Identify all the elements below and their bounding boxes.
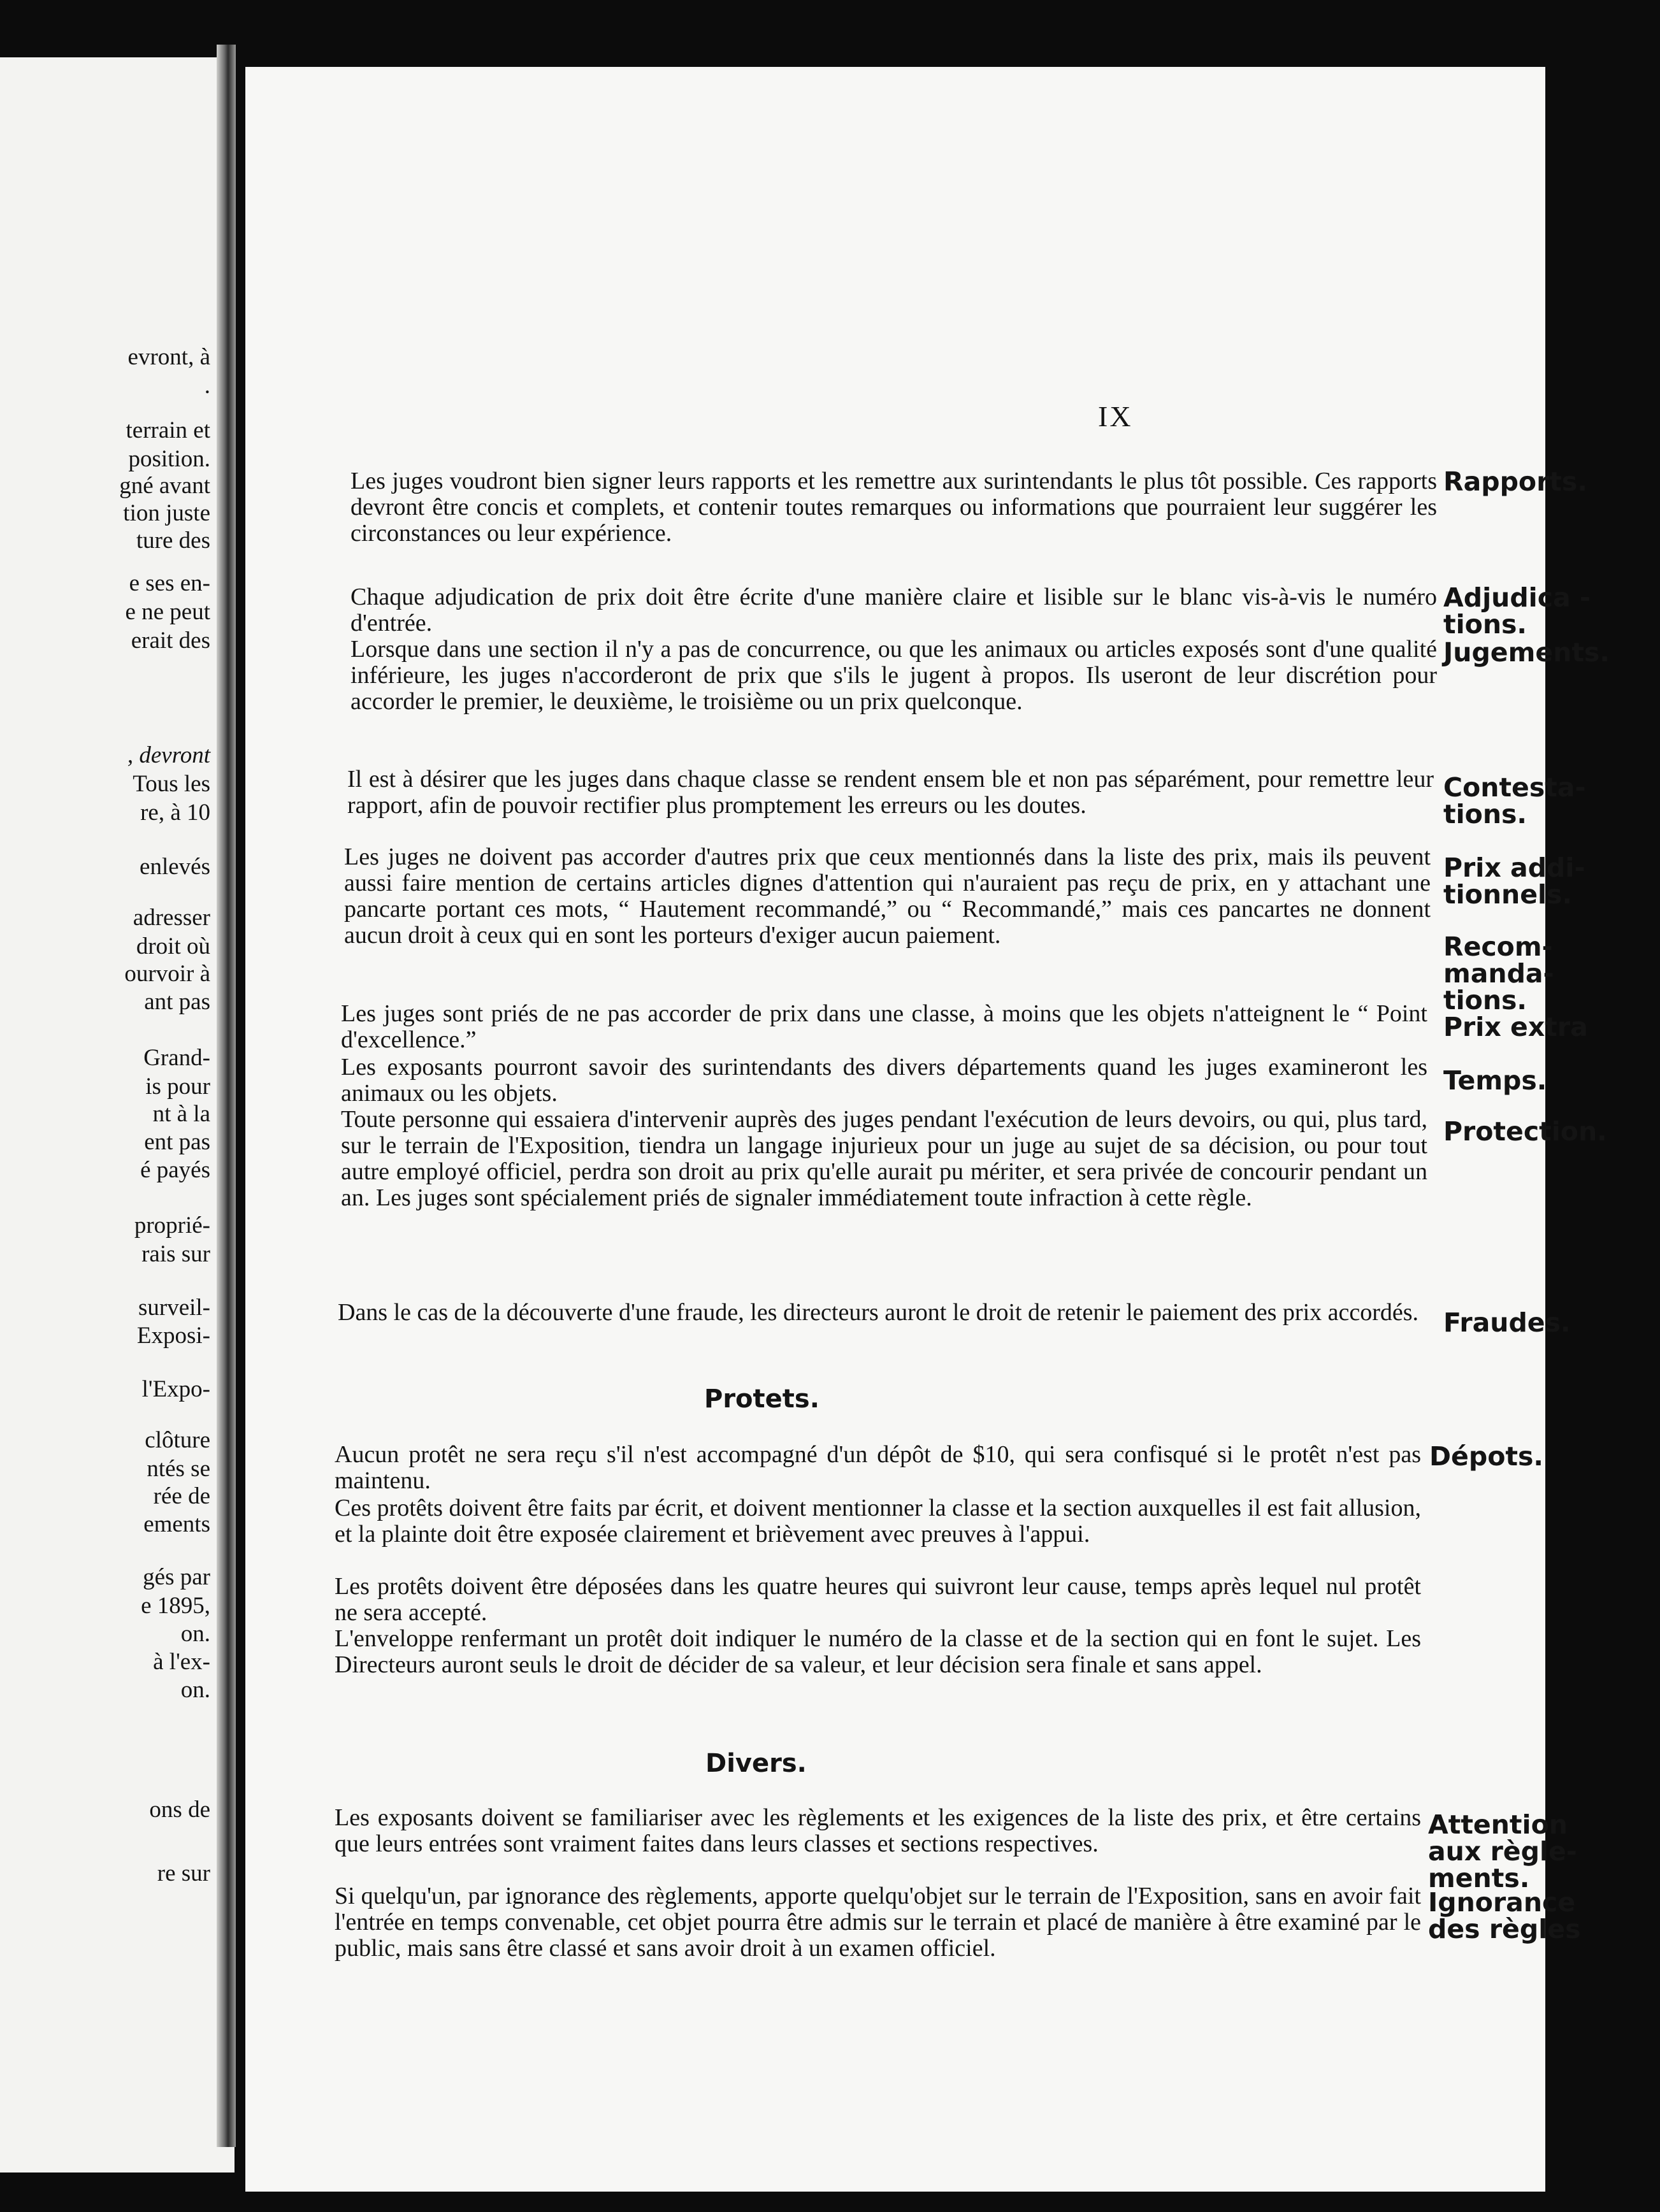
paragraph-fraudes: Dans le cas de la découverte d'une fraude, les directeurs auront le droit de retenir le paiement des prix accordés.	[338, 1299, 1419, 1326]
left-page-text-fragment: gné avant	[119, 473, 210, 499]
left-page-text-fragment: ements	[143, 1511, 210, 1537]
left-page-text-fragment: à l'ex-	[153, 1649, 210, 1675]
main-page	[245, 67, 1610, 2192]
paragraph-depots: Aucun protêt ne sera reçu s'il n'est accompagné d'un dépôt de $10, qui sera confisqué si le protêt n'est pas maintenu.	[335, 1441, 1421, 1494]
sidenote-ignorance: Ignorance des règles	[1428, 1887, 1581, 1944]
book-gutter	[217, 45, 236, 2147]
left-page-text-fragment: ons de	[149, 1797, 210, 1823]
left-page-text-fragment: l'Expo-	[141, 1376, 210, 1402]
left-page-text-fragment: .	[204, 373, 210, 399]
sidenote-attention: Attention aux règle- ments.	[1428, 1809, 1577, 1893]
left-page-text-fragment: proprié-	[134, 1212, 210, 1239]
paragraph-protection: Toute personne qui essaiera d'intervenir auprès des juges pendant l'exécution de leurs devoirs, ou qui, plus tard, sur le terrain de l'Exposition, tiendra un langage injurieux pour un juge au sujet de sa décision, ou pour tout autre employé officiel, perdra son droit au prix qu'elle aurait pu mériter, et sera privée de concourir pendant un an. Les juges sont spécialement priés de signaler immédiatement toute infraction à cette règle.	[341, 1106, 1427, 1211]
left-page-text-fragment: e 1895,	[141, 1593, 210, 1619]
left-page-text-fragment: tion juste	[123, 500, 210, 526]
left-page-text-fragment: Tous les	[133, 771, 210, 797]
left-page-text-fragment: position.	[128, 446, 210, 472]
left-page-text-fragment: rée de	[153, 1483, 210, 1509]
left-page-text-fragment: terrain et	[126, 417, 210, 443]
left-page-text-fragment: ent pas	[144, 1129, 210, 1155]
left-page-text-fragment: e ne peut	[125, 599, 210, 625]
left-page-text-fragment: e ses en-	[129, 570, 210, 596]
left-page-text-fragment: on.	[180, 1677, 210, 1703]
left-page-text-fragment: on.	[180, 1621, 210, 1647]
left-page-text-fragment: droit où	[136, 933, 210, 959]
paragraph-rapports: Les juges voudront bien signer leurs rapports et les remettre aux surintendants le plus tôt possible. Ces rapports devront être concis et complets, et contenir toutes remarques ou informations que pourraient leur suggérer les circonstances ou leur expérience.	[350, 468, 1437, 547]
left-page-text-fragment: é payés	[140, 1157, 210, 1183]
left-page-text-fragment: is pour	[145, 1074, 210, 1100]
sidenote-prix-extra: Prix extra	[1443, 1012, 1588, 1042]
sidenote-depots: Dépots.	[1429, 1441, 1543, 1472]
left-page-text-fragment: surveil-	[138, 1295, 210, 1321]
paragraph-prix-extra: Les juges sont priés de ne pas accorder de prix dans une classe, à moins que les objets n'atteignent le “ Point d'excellence.”	[341, 1000, 1427, 1053]
left-page-text-fragment: , devront	[127, 742, 210, 768]
left-page-text-fragment: ourvoir à	[124, 961, 210, 987]
left-page-text-fragment: Exposi-	[136, 1323, 210, 1349]
sidenote-rapports: Rapports.	[1443, 466, 1587, 497]
sidenote-contestations: Contesta- tions.	[1443, 772, 1586, 830]
left-page-text-fragment: gés par	[143, 1564, 210, 1590]
sidenote-jugements: Jugements.	[1443, 637, 1610, 668]
paragraph-contestations: Il est à désirer que les juges dans chaque classe se rendent ensem ble et non pas séparément, pour remettre leur rapport, afin de pouvoir rectifier plus promptement les erreurs ou les doutes.	[347, 766, 1434, 819]
left-page-text-fragment: clôture	[145, 1427, 210, 1453]
paragraph-ignorance: Si quelqu'un, par ignorance des règlements, apporte quelqu'objet sur le terrain de l'Exposition, sans en avoir fait l'entrée en temps convenable, cet objet pourra être admis sur le terrain et placé de manière à être examiné par le public, mais sans être classé et sans avoir droit à un examen officiel.	[335, 1883, 1421, 1962]
paragraph-protets-ecrit: Ces protêts doivent être faits par écrit, et doivent mentionner la classe et la section auxquelles il est fait allusion, et la plainte doit être exposée clairement et brièvement avec preuves à l'appui.	[335, 1495, 1421, 1548]
left-page-text-fragment: adresser	[133, 905, 210, 931]
sidenote-recommandations: Recom- manda- tions.	[1443, 931, 1554, 1016]
left-page-text-fragment: rais sur	[141, 1241, 210, 1267]
heading-protets: Protets.	[704, 1384, 819, 1414]
left-page-text-fragment: ant pas	[144, 989, 210, 1015]
left-page-text-fragment: erait des	[131, 628, 210, 654]
heading-divers: Divers.	[705, 1749, 807, 1778]
sidenote-prix-additionnels: Prix addi- tionnels.	[1443, 852, 1585, 910]
paragraph-jugements: Lorsque dans une section il n'y a pas de concurrence, ou que les animaux ou articles exposés sont d'une qualité inférieure, les juges n'accorderont de prix que s'ils le jugent à propos. Ils useront de leur discrétion pour accorder le premier, le deuxième, le troisième ou un prix quelconque.	[350, 636, 1437, 715]
left-page-text-fragment: enlevés	[140, 854, 210, 880]
paragraph-temps: Les exposants pourront savoir des surintendants des divers départements quand les juges examineront les animaux ou les objets.	[341, 1054, 1427, 1107]
left-page-fragment	[0, 57, 235, 2172]
left-page-text-fragment: re sur	[157, 1860, 210, 1886]
left-page-text-fragment: evront, à	[127, 344, 210, 370]
sidenote-temps: Temps.	[1443, 1065, 1547, 1096]
sidenote-protection: Protection.	[1443, 1116, 1607, 1147]
paragraph-adjudications: Chaque adjudication de prix doit être écrite d'une manière claire et lisible sur le blanc vis-à-vis le numéro d'entrée.	[350, 584, 1437, 636]
paragraph-prix-additionnels: Les juges ne doivent pas accorder d'autres prix que ceux mentionnés dans la liste des prix, mais ils peuvent aussi faire mention de certains articles dignes d'attention qui n'auraient pas reçu de prix, en y attachant une pancarte portant ces mots, “ Hautement recommandé,” ou “ Recommandé,” mais ces pancartes ne donnent aucun droit à ceux qui en sont les porteurs d'exiger aucun paiement.	[344, 844, 1431, 949]
left-page-text-fragment: ture des	[136, 528, 210, 554]
sidenote-fraudes: Fraudes.	[1443, 1307, 1571, 1338]
left-page-text-fragment: ntés se	[147, 1456, 210, 1482]
paragraph-protets-enveloppe: L'enveloppe renfermant un protêt doit indiquer le numéro de la classe et de la section qui en font le sujet. Les Directeurs auront seuls le droit de décider de sa valeur, et leur décision sera finale et sans appel.	[335, 1625, 1421, 1678]
paragraph-attention: Les exposants doivent se familiariser avec les règlements et les exigences de la liste des prix, et être certains que leurs entrées sont vraiment faites dans leurs classes et sections respectives.	[335, 1804, 1421, 1857]
page-number: IX	[1098, 400, 1133, 433]
paragraph-protets-delai: Les protêts doivent être déposées dans les quatre heures qui suivront leur cause, temps après lequel nul protêt ne sera accepté.	[335, 1573, 1421, 1626]
left-page-text-fragment: Grand-	[143, 1045, 210, 1071]
left-page-text-fragment: re, à 10	[140, 800, 210, 826]
sidenote-adjudications: Adjudica - tions.	[1443, 582, 1591, 640]
left-page-text-fragment: nt à la	[152, 1101, 210, 1127]
